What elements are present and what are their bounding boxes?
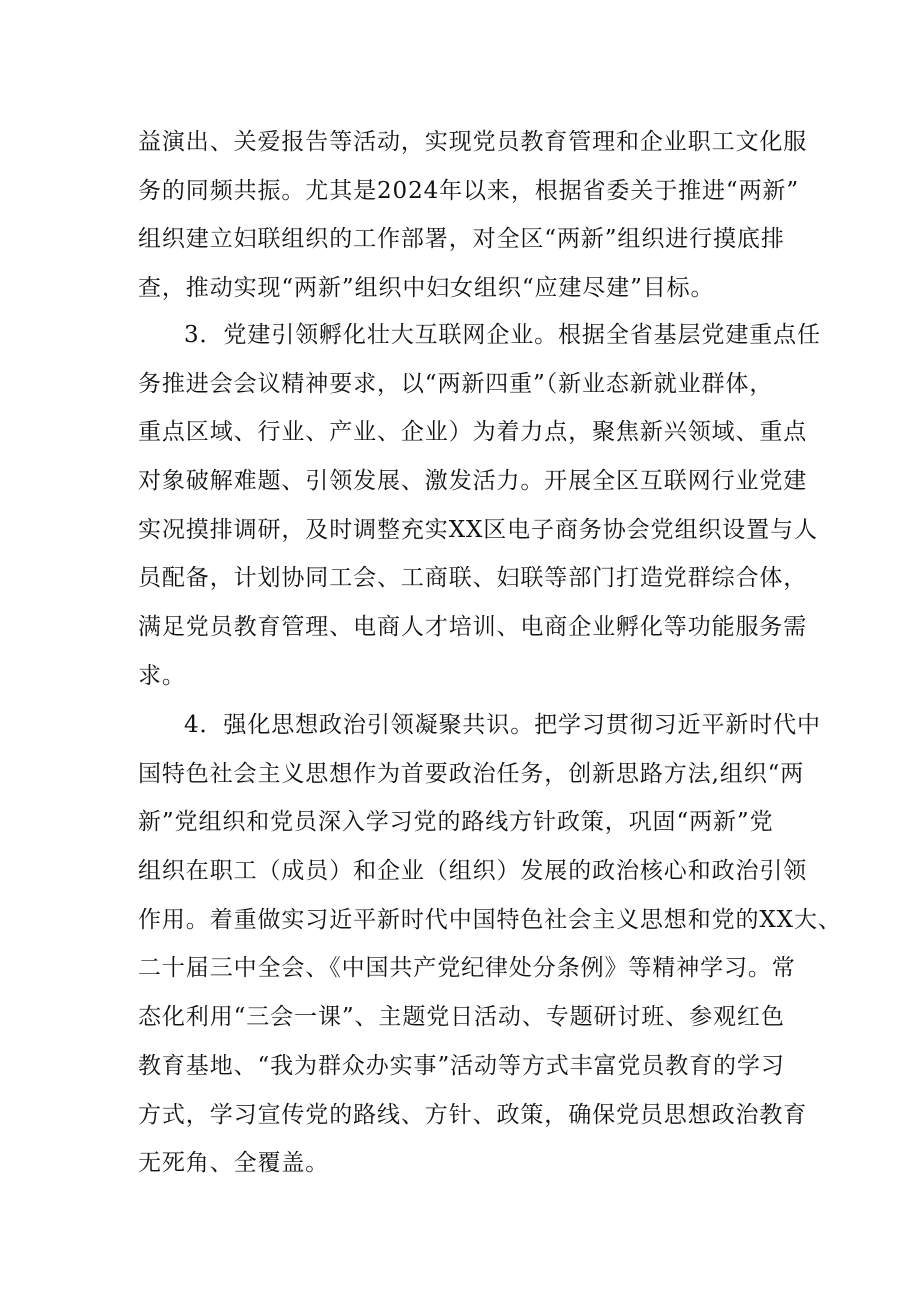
paragraph-line: 益演出、关爱报告等活动，实现党员教育管理和企业职工文化服 (138, 129, 808, 155)
paragraph-line: 方式，学习宣传党的路线、方针、政策，确保党员思想政治教育 (138, 1101, 808, 1128)
paragraph-item-4 (138, 701, 842, 1188)
paragraph-line: 教育基地、“我为群众办实事”活动等方式丰富党员教育的学习 (138, 1052, 785, 1079)
paragraph-line: 3．党建引领孵化壮大互联网企业。根据全省基层党建重点任 (184, 322, 821, 348)
paragraph-line: 务推进会会议精神要求，以“两新四重”（新业态新就业群体， (138, 370, 774, 397)
paragraph-item-3 (138, 311, 821, 701)
paragraph-line: 对象破解难题、引领发展、激发活力。开展全区互联网行业党建 (138, 468, 808, 495)
paragraph-line: 满足党员教育管理、电商人才培训、电商企业孵化等功能服务需 (138, 614, 808, 641)
paragraph-line: 员配备，计划协同工会、工商联、妇联等部门打造党群综合体， (138, 565, 808, 592)
paragraph-line: 组织在职工（成员）和企业（组织）发展的政治核心和政治引领 (138, 858, 808, 885)
paragraph-line: 重点区域、行业、产业、企业）为着力点，聚焦新兴领域、重点 (138, 419, 808, 446)
paragraph-line: 二十届三中全会、《中国共产党纪律处分条例》等精神学习。常 (138, 955, 796, 982)
paragraph-line: 求。 (138, 662, 186, 689)
paragraph-line: 实况摸排调研，及时调整充实XX区电子商务协会党组织设置与人 (138, 516, 818, 543)
paragraph-line: 4．强化思想政治引领凝聚共识。把学习贯彻习近平新时代中 (184, 712, 821, 738)
paragraph-line: 查，推动实现“两新”组织中妇女组织“应建尽建”目标。 (138, 275, 715, 302)
paragraph-line: 组织建立妇联组织的工作部署，对全区“两新”组织进行摸底排 (138, 226, 785, 253)
paragraph-line: 作用。着重做实习近平新时代中国特色社会主义思想和党的XX大、 (138, 906, 842, 933)
paragraph-line: 国特色社会主义思想作为首要政治任务，创新思路方法,组织“两 (138, 760, 805, 787)
paragraph-line: 务的同频共振。尤其是2024年以来，根据省委关于推进“两新” (138, 177, 800, 204)
paragraph-line: 态化利用“三会一课”、主题党日活动、专题研讨班、参观红色 (138, 1004, 785, 1031)
paragraph-line: 无死角、全覆盖。 (138, 1150, 330, 1177)
paragraph-continuation (138, 118, 808, 313)
paragraph-line: 新”党组织和党员深入学习党的路线方针政策，巩固“两新”党 (138, 809, 774, 836)
